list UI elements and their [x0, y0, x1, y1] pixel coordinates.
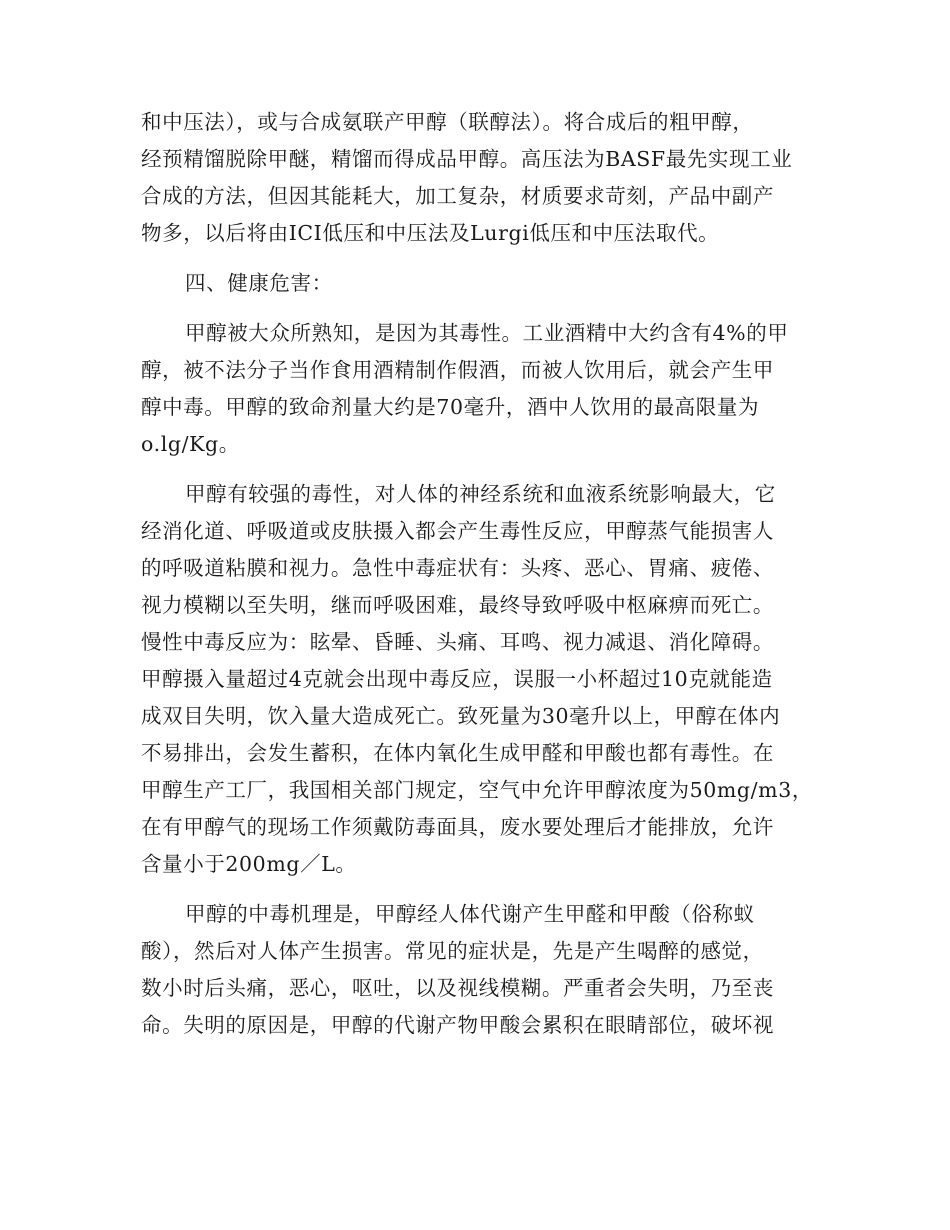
text-line: 含量小于200mg／L。 — [141, 852, 357, 876]
text-line: 经消化道、呼吸道或皮肤摄入都会产生毒性反应，甲醇蒸气能损害人 — [141, 519, 774, 543]
text-line: 醇，被不法分子当作食用酒精制作假酒，而被人饮用后，就会产生甲 — [141, 358, 774, 382]
text-line: 在有甲醇气的现场工作须戴防毒面具，废水要处理后才能排放，允许 — [141, 815, 774, 839]
paragraph-symptoms — [141, 476, 811, 883]
text-line: 命。失明的原因是，甲醇的代谢产物甲酸会累积在眼睛部位，破坏视 — [141, 1013, 774, 1037]
text-line: o.lg/Kg。 — [141, 432, 240, 456]
text-line: 甲醇的中毒机理是，甲醇经人体代谢产生甲醛和甲酸（俗称蚁 — [185, 902, 755, 926]
text-line: 的呼吸道粘膜和视力。急性中毒症状有：头疼、恶心、胃痛、疲倦、 — [141, 556, 774, 580]
text-line: 甲醇摄入量超过4克就会出现中毒反应，误服一小杯超过10克就能造 — [141, 667, 773, 691]
text-line: 数小时后头痛，恶心，呕吐，以及视线模糊。严重者会失明，乃至丧 — [141, 976, 774, 1000]
document-body — [141, 104, 811, 1044]
text-line: 甲醇有较强的毒性，对人体的神经系统和血液系统影响最大，它 — [185, 482, 776, 506]
text-line: 合成的方法，但因其能耗大，加工复杂，材质要求苛刻，产品中副产 — [141, 184, 774, 208]
text-line: 视力模糊以至失明，继而呼吸困难，最终导致呼吸中枢麻痹而死亡。 — [141, 593, 774, 617]
text-line: 慢性中毒反应为：眩晕、昏睡、头痛、耳鸣、视力减退、消化障碍。 — [141, 630, 774, 654]
paragraph-production-methods — [141, 104, 811, 252]
text-line: 物多，以后将由ICI低压和中压法及Lurgi低压和中压法取代。 — [141, 221, 720, 245]
text-line: 经预精馏脱除甲醚，精馏而得成品甲醇。高压法为BASF最先实现工业 — [141, 147, 793, 171]
section-heading: 四、健康危害： — [185, 271, 333, 295]
text-line: 不易排出，会发生蓄积，在体内氧化生成甲醛和甲酸也都有毒性。在 — [141, 741, 774, 765]
text-line: 酸），然后对人体产生损害。常见的症状是，先是产生喝醉的感觉， — [141, 939, 764, 963]
paragraph-toxicity-overview — [141, 315, 811, 463]
section-heading-health-hazards — [141, 265, 811, 302]
text-line: 醇中毒。甲醇的致命剂量大约是70毫升，酒中人饮用的最高限量为 — [141, 395, 760, 419]
text-line: 甲醇被大众所熟知，是因为其毒性。工业酒精中大约含有4%的甲 — [185, 321, 789, 345]
text-line: 甲醇生产工厂，我国相关部门规定，空气中允许甲醇浓度为50mg/m3， — [141, 778, 813, 802]
text-line: 和中压法），或与合成氨联产甲醇（联醇法）。将合成后的粗甲醇， — [141, 110, 754, 134]
text-line: 成双目失明，饮入量大造成死亡。致死量为30毫升以上，甲醇在体内 — [141, 704, 781, 728]
paragraph-mechanism — [141, 896, 811, 1044]
